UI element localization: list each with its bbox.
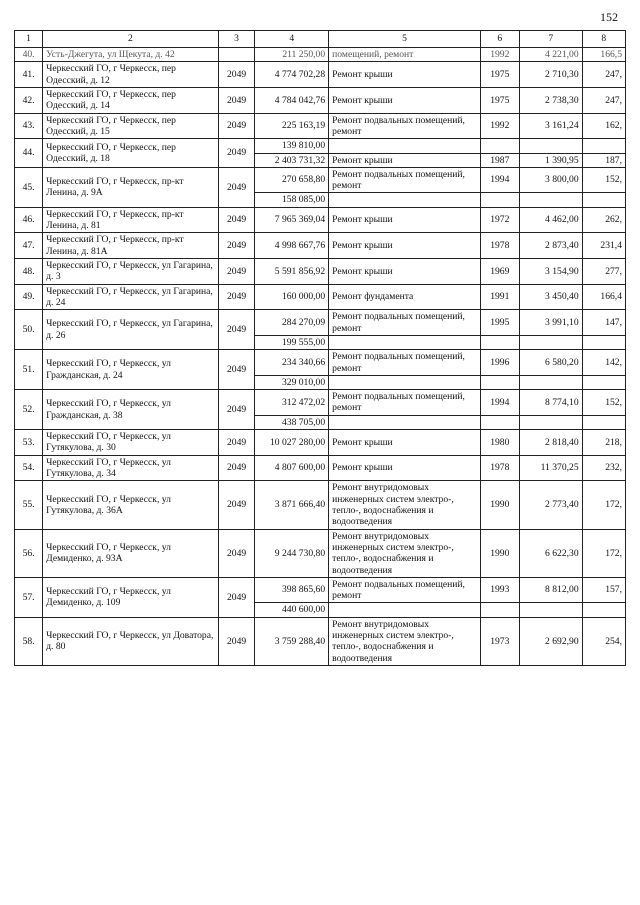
work-cost: 329 010,00 — [255, 375, 329, 389]
building-address: Черкесский ГО, г Черкесск, ул Демиденко, д. 93А — [43, 529, 219, 577]
unit-cost: 254, — [582, 617, 625, 665]
total-area: 2 738,30 — [519, 87, 582, 113]
unit-cost: 166,4 — [582, 284, 625, 310]
column-header-3: 3 — [218, 31, 255, 48]
table-row — [15, 259, 626, 285]
planned-year: 2049 — [218, 87, 255, 113]
unit-cost: 187, — [582, 153, 625, 167]
unit-cost: 231,4 — [582, 233, 625, 259]
work-cost: 211 250,00 — [255, 48, 329, 62]
table-row — [15, 430, 626, 456]
total-area — [519, 139, 582, 153]
work-type: помещений, ремонт — [329, 48, 481, 62]
table-row — [15, 529, 626, 577]
row-number: 52. — [15, 390, 43, 430]
planned-year: 2049 — [218, 310, 255, 350]
table-row — [15, 481, 626, 529]
unit-cost: 172, — [582, 481, 625, 529]
work-type: Ремонт крыши — [329, 259, 481, 285]
work-type: Ремонт крыши — [329, 455, 481, 481]
unit-cost: 262, — [582, 207, 625, 233]
building-address: Черкесский ГО, г Черкесск, пер Одесский, д. 14 — [43, 87, 219, 113]
row-number: 49. — [15, 284, 43, 310]
unit-cost: 247, — [582, 62, 625, 88]
total-area — [519, 335, 582, 349]
total-area: 6 622,30 — [519, 529, 582, 577]
table-row — [15, 113, 626, 139]
planned-year: 2049 — [218, 430, 255, 456]
work-type: Ремонт внутридомовых инженерных систем электро-, тепло-, водоснабжения и водоотведения — [329, 617, 481, 665]
unit-cost — [582, 415, 625, 429]
column-header-6: 6 — [480, 31, 519, 48]
building-address: Черкесский ГО, г Черкесск, ул Гутякулова, д. 34 — [43, 455, 219, 481]
row-number: 47. — [15, 233, 43, 259]
work-type — [329, 375, 481, 389]
table-row — [15, 390, 626, 416]
unit-cost: 162, — [582, 113, 625, 139]
work-cost: 398 865,60 — [255, 577, 329, 603]
page-number: 152 — [600, 10, 618, 24]
work-type: Ремонт внутридомовых инженерных систем электро-, тепло-, водоснабжения и водоотведения — [329, 529, 481, 577]
row-number: 48. — [15, 259, 43, 285]
build-year: 1978 — [480, 233, 519, 259]
unit-cost: 232, — [582, 455, 625, 481]
row-number: 55. — [15, 481, 43, 529]
total-area: 2 692,90 — [519, 617, 582, 665]
planned-year: 2049 — [218, 455, 255, 481]
planned-year: 2049 — [218, 350, 255, 390]
row-number: 42. — [15, 87, 43, 113]
column-header-2: 2 — [43, 31, 219, 48]
build-year: 1978 — [480, 455, 519, 481]
unit-cost: 157, — [582, 577, 625, 603]
building-address: Черкесский ГО, г Черкесск, ул Гражданская, д. 24 — [43, 350, 219, 390]
planned-year: 2049 — [218, 139, 255, 168]
work-type: Ремонт фундамента — [329, 284, 481, 310]
row-number: 44. — [15, 139, 43, 168]
total-area: 2 818,40 — [519, 430, 582, 456]
work-cost: 7 965 369,04 — [255, 207, 329, 233]
build-year: 1987 — [480, 153, 519, 167]
work-cost: 312 472,02 — [255, 390, 329, 416]
table-row — [15, 87, 626, 113]
work-type: Ремонт подвальных помещений, ремонт — [329, 167, 481, 193]
build-year: 1992 — [480, 113, 519, 139]
building-address: Черкесский ГО, г Черкесск, ул Доватора, д. 80 — [43, 617, 219, 665]
table-header — [15, 31, 626, 48]
table-row — [15, 350, 626, 376]
building-address: Черкесский ГО, г Черкесск, ул Гагарина, д. 24 — [43, 284, 219, 310]
total-area: 4 221,00 — [519, 48, 582, 62]
planned-year: 2049 — [218, 390, 255, 430]
work-cost: 225 163,19 — [255, 113, 329, 139]
table-row — [15, 233, 626, 259]
building-address: Черкесский ГО, г Черкесск, ул Гагарина, д. 3 — [43, 259, 219, 285]
planned-year: 2049 — [218, 167, 255, 207]
work-type: Ремонт подвальных помещений, ремонт — [329, 350, 481, 376]
planned-year: 2049 — [218, 233, 255, 259]
column-header-1: 1 — [15, 31, 43, 48]
work-cost: 440 600,00 — [255, 603, 329, 617]
table-row — [15, 48, 626, 62]
planned-year: 2049 — [218, 617, 255, 665]
unit-cost — [582, 139, 625, 153]
total-area — [519, 193, 582, 207]
build-year: 1990 — [480, 529, 519, 577]
build-year: 1991 — [480, 284, 519, 310]
build-year — [480, 335, 519, 349]
work-type: Ремонт внутридомовых инженерных систем электро-, тепло-, водоснабжения и водоотведения — [329, 481, 481, 529]
row-number: 51. — [15, 350, 43, 390]
total-area: 4 462,00 — [519, 207, 582, 233]
work-type: Ремонт подвальных помещений, ремонт — [329, 310, 481, 336]
column-header-5: 5 — [329, 31, 481, 48]
unit-cost: 142, — [582, 350, 625, 376]
work-cost: 5 591 856,92 — [255, 259, 329, 285]
build-year — [480, 139, 519, 153]
unit-cost: 172, — [582, 529, 625, 577]
work-cost: 9 244 730,80 — [255, 529, 329, 577]
work-type: Ремонт подвальных помещений, ремонт — [329, 113, 481, 139]
table-row — [15, 617, 626, 665]
total-area: 3 450,40 — [519, 284, 582, 310]
row-number: 50. — [15, 310, 43, 350]
build-year: 1972 — [480, 207, 519, 233]
build-year: 1969 — [480, 259, 519, 285]
unit-cost — [582, 335, 625, 349]
planned-year — [218, 48, 255, 62]
build-year: 1994 — [480, 167, 519, 193]
table-body — [15, 48, 626, 666]
building-address: Черкесский ГО, г Черкесск, пер Одесский, д. 12 — [43, 62, 219, 88]
work-type: Ремонт крыши — [329, 430, 481, 456]
building-address: Черкесский ГО, г Черкесск, ул Гутякулова, д. 36А — [43, 481, 219, 529]
row-number: 58. — [15, 617, 43, 665]
work-cost: 160 000,00 — [255, 284, 329, 310]
building-address: Черкесский ГО, г Черкесск, ул Гражданская, д. 38 — [43, 390, 219, 430]
total-area — [519, 415, 582, 429]
build-year: 1995 — [480, 310, 519, 336]
table-row — [15, 207, 626, 233]
planned-year: 2049 — [218, 62, 255, 88]
build-year: 1975 — [480, 87, 519, 113]
work-cost: 234 340,66 — [255, 350, 329, 376]
row-number: 41. — [15, 62, 43, 88]
work-cost: 4 774 702,28 — [255, 62, 329, 88]
work-cost: 3 759 288,40 — [255, 617, 329, 665]
unit-cost: 147, — [582, 310, 625, 336]
work-cost: 4 998 667,76 — [255, 233, 329, 259]
total-area — [519, 375, 582, 389]
planned-year: 2049 — [218, 207, 255, 233]
work-cost: 158 085,00 — [255, 193, 329, 207]
row-number: 45. — [15, 167, 43, 207]
work-type — [329, 603, 481, 617]
total-area: 2 773,40 — [519, 481, 582, 529]
build-year: 1992 — [480, 48, 519, 62]
building-address: Черкесский ГО, г Черкесск, пр-кт Ленина, д. 9А — [43, 167, 219, 207]
total-area: 8 812,00 — [519, 577, 582, 603]
unit-cost: 152, — [582, 167, 625, 193]
header-row — [15, 31, 626, 48]
build-year — [480, 415, 519, 429]
work-type — [329, 193, 481, 207]
work-type: Ремонт крыши — [329, 62, 481, 88]
work-type: Ремонт крыши — [329, 87, 481, 113]
table-row — [15, 577, 626, 603]
work-cost: 10 027 280,00 — [255, 430, 329, 456]
build-year — [480, 603, 519, 617]
table-row — [15, 139, 626, 153]
unit-cost — [582, 603, 625, 617]
build-year: 1994 — [480, 390, 519, 416]
build-year: 1990 — [480, 481, 519, 529]
building-address: Черкесский ГО, г Черкесск, ул Демиденко, д. 109 — [43, 577, 219, 617]
row-number: 54. — [15, 455, 43, 481]
work-type: Ремонт подвальных помещений, ремонт — [329, 390, 481, 416]
total-area: 1 390,95 — [519, 153, 582, 167]
building-address: Черкесский ГО, г Черкесск, пр-кт Ленина, д. 81 — [43, 207, 219, 233]
column-header-8: 8 — [582, 31, 625, 48]
planned-year: 2049 — [218, 529, 255, 577]
work-type — [329, 415, 481, 429]
work-cost: 4 784 042,76 — [255, 87, 329, 113]
table-row — [15, 167, 626, 193]
table-row — [15, 310, 626, 336]
unit-cost — [582, 375, 625, 389]
column-header-4: 4 — [255, 31, 329, 48]
building-address: Усть-Джегута, ул Щекута, д. 42 — [43, 48, 219, 62]
unit-cost: 166,5 — [582, 48, 625, 62]
work-cost: 270 658,80 — [255, 167, 329, 193]
work-cost: 284 270,09 — [255, 310, 329, 336]
total-area — [519, 603, 582, 617]
building-address: Черкесский ГО, г Черкесск, ул Гутякулова, д. 30 — [43, 430, 219, 456]
work-cost: 2 403 731,32 — [255, 153, 329, 167]
row-number: 56. — [15, 529, 43, 577]
build-year: 1975 — [480, 62, 519, 88]
build-year: 1980 — [480, 430, 519, 456]
table-row — [15, 455, 626, 481]
work-type: Ремонт крыши — [329, 233, 481, 259]
planned-year: 2049 — [218, 113, 255, 139]
work-cost: 139 810,00 — [255, 139, 329, 153]
row-number: 57. — [15, 577, 43, 617]
building-address: Черкесский ГО, г Черкесск, пер Одесский, д. 15 — [43, 113, 219, 139]
total-area: 8 774,10 — [519, 390, 582, 416]
total-area: 3 991,10 — [519, 310, 582, 336]
work-type: Ремонт крыши — [329, 153, 481, 167]
total-area: 3 800,00 — [519, 167, 582, 193]
unit-cost: 247, — [582, 87, 625, 113]
planned-year: 2049 — [218, 577, 255, 617]
total-area: 2 710,30 — [519, 62, 582, 88]
planned-year: 2049 — [218, 284, 255, 310]
total-area: 11 370,25 — [519, 455, 582, 481]
column-header-7: 7 — [519, 31, 582, 48]
total-area: 6 580,20 — [519, 350, 582, 376]
planned-year: 2049 — [218, 259, 255, 285]
building-address: Черкесский ГО, г Черкесск, ул Гагарина, д. 26 — [43, 310, 219, 350]
build-year: 1993 — [480, 577, 519, 603]
build-year: 1973 — [480, 617, 519, 665]
build-year — [480, 375, 519, 389]
work-cost: 3 871 666,40 — [255, 481, 329, 529]
work-cost: 199 555,00 — [255, 335, 329, 349]
work-cost: 438 705,00 — [255, 415, 329, 429]
total-area: 3 154,90 — [519, 259, 582, 285]
total-area: 3 161,24 — [519, 113, 582, 139]
work-type — [329, 139, 481, 153]
work-type: Ремонт крыши — [329, 207, 481, 233]
work-cost: 4 807 600,00 — [255, 455, 329, 481]
row-number: 53. — [15, 430, 43, 456]
unit-cost: 277, — [582, 259, 625, 285]
unit-cost — [582, 193, 625, 207]
table-row — [15, 284, 626, 310]
row-number: 43. — [15, 113, 43, 139]
work-type: Ремонт подвальных помещений, ремонт — [329, 577, 481, 603]
row-number: 46. — [15, 207, 43, 233]
building-address: Черкесский ГО, г Черкесск, пр-кт Ленина, д. 81А — [43, 233, 219, 259]
row-number: 40. — [15, 48, 43, 62]
registry-table — [14, 30, 626, 666]
unit-cost: 152, — [582, 390, 625, 416]
unit-cost: 218, — [582, 430, 625, 456]
total-area: 2 873,40 — [519, 233, 582, 259]
building-address: Черкесский ГО, г Черкесск, пер Одесский, д. 18 — [43, 139, 219, 168]
work-type — [329, 335, 481, 349]
build-year — [480, 193, 519, 207]
build-year: 1996 — [480, 350, 519, 376]
planned-year: 2049 — [218, 481, 255, 529]
table-row — [15, 62, 626, 88]
